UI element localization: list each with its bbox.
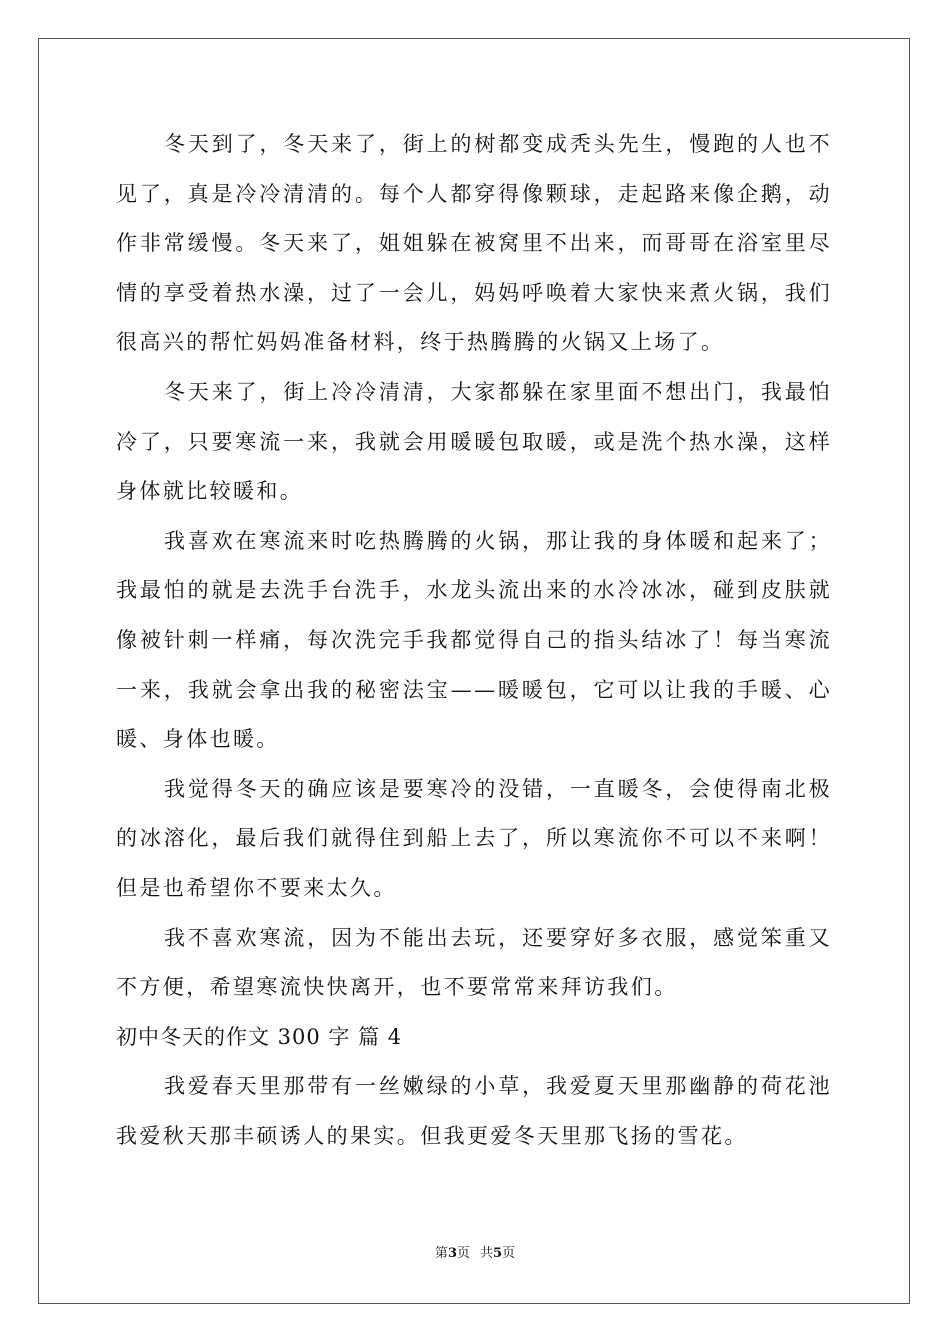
- page-label-prefix: 第: [434, 1246, 448, 1261]
- total-label-suffix: 页: [502, 1246, 516, 1261]
- document-body: [116, 120, 832, 1161]
- page-label-suffix: 页: [456, 1246, 470, 1261]
- paragraph: 我喜欢在寒流来时吃热腾腾的火锅，那让我的身体暖和起来了；我最怕的就是去洗手台洗手，水龙头流出来的水冷冰冰，碰到皮肤就像被针刺一样痛，每次洗完手我都觉得自己的指头结冰了！每当寒流一来，我就会拿出我的秘密法宝——暖暖包，它可以让我的手暖、心暖、身体也暖。: [116, 528, 832, 752]
- section-title: 初中冬天的作文 300 字 篇 4: [116, 1024, 403, 1049]
- total-page-count: 5: [493, 1246, 503, 1261]
- paragraph: 冬天到了，冬天来了，街上的树都变成秃头先生，慢跑的人也不见了，真是冷冷清清的。每个人都穿得像颗球，走起路来像企鹅，动作非常缓慢。冬天来了，姐姐躲在被窝里不出来，而哥哥在浴室里尽情的享受着热水澡，过了一会儿，妈妈呼唤着大家快来煮火锅，我们很高兴的帮忙妈妈准备材料，终于热腾腾的火锅又上场了。: [116, 132, 832, 355]
- paragraph: 我不喜欢寒流，因为不能出去玩，还要穿好多衣服，感觉笨重又不方便，希望寒流快快离开，也不要常常来拜访我们。: [116, 925, 832, 1000]
- paragraph: 冬天来了，街上冷冷清清，大家都躲在家里面不想出门，我最怕冷了，只要寒流一来，我就会用暖暖包取暖，或是洗个热水澡，这样身体就比较暖和。: [116, 379, 832, 504]
- current-page-number: 3: [447, 1246, 457, 1261]
- total-label-prefix: 共: [480, 1246, 494, 1261]
- page-footer: [0, 1245, 950, 1263]
- paragraph: 我爱春天里那带有一丝嫩绿的小草，我爱夏天里那幽静的荷花池我爱秋天那丰硕诱人的果实。但我更爱冬天里那飞扬的雪花。: [116, 1074, 832, 1148]
- paragraph: 我觉得冬天的确应该是要寒冷的没错，一直暖冬，会使得南北极的冰溶化，最后我们就得住到船上去了，所以寒流你不可以不来啊！但是也希望你不要来太久。: [116, 776, 832, 900]
